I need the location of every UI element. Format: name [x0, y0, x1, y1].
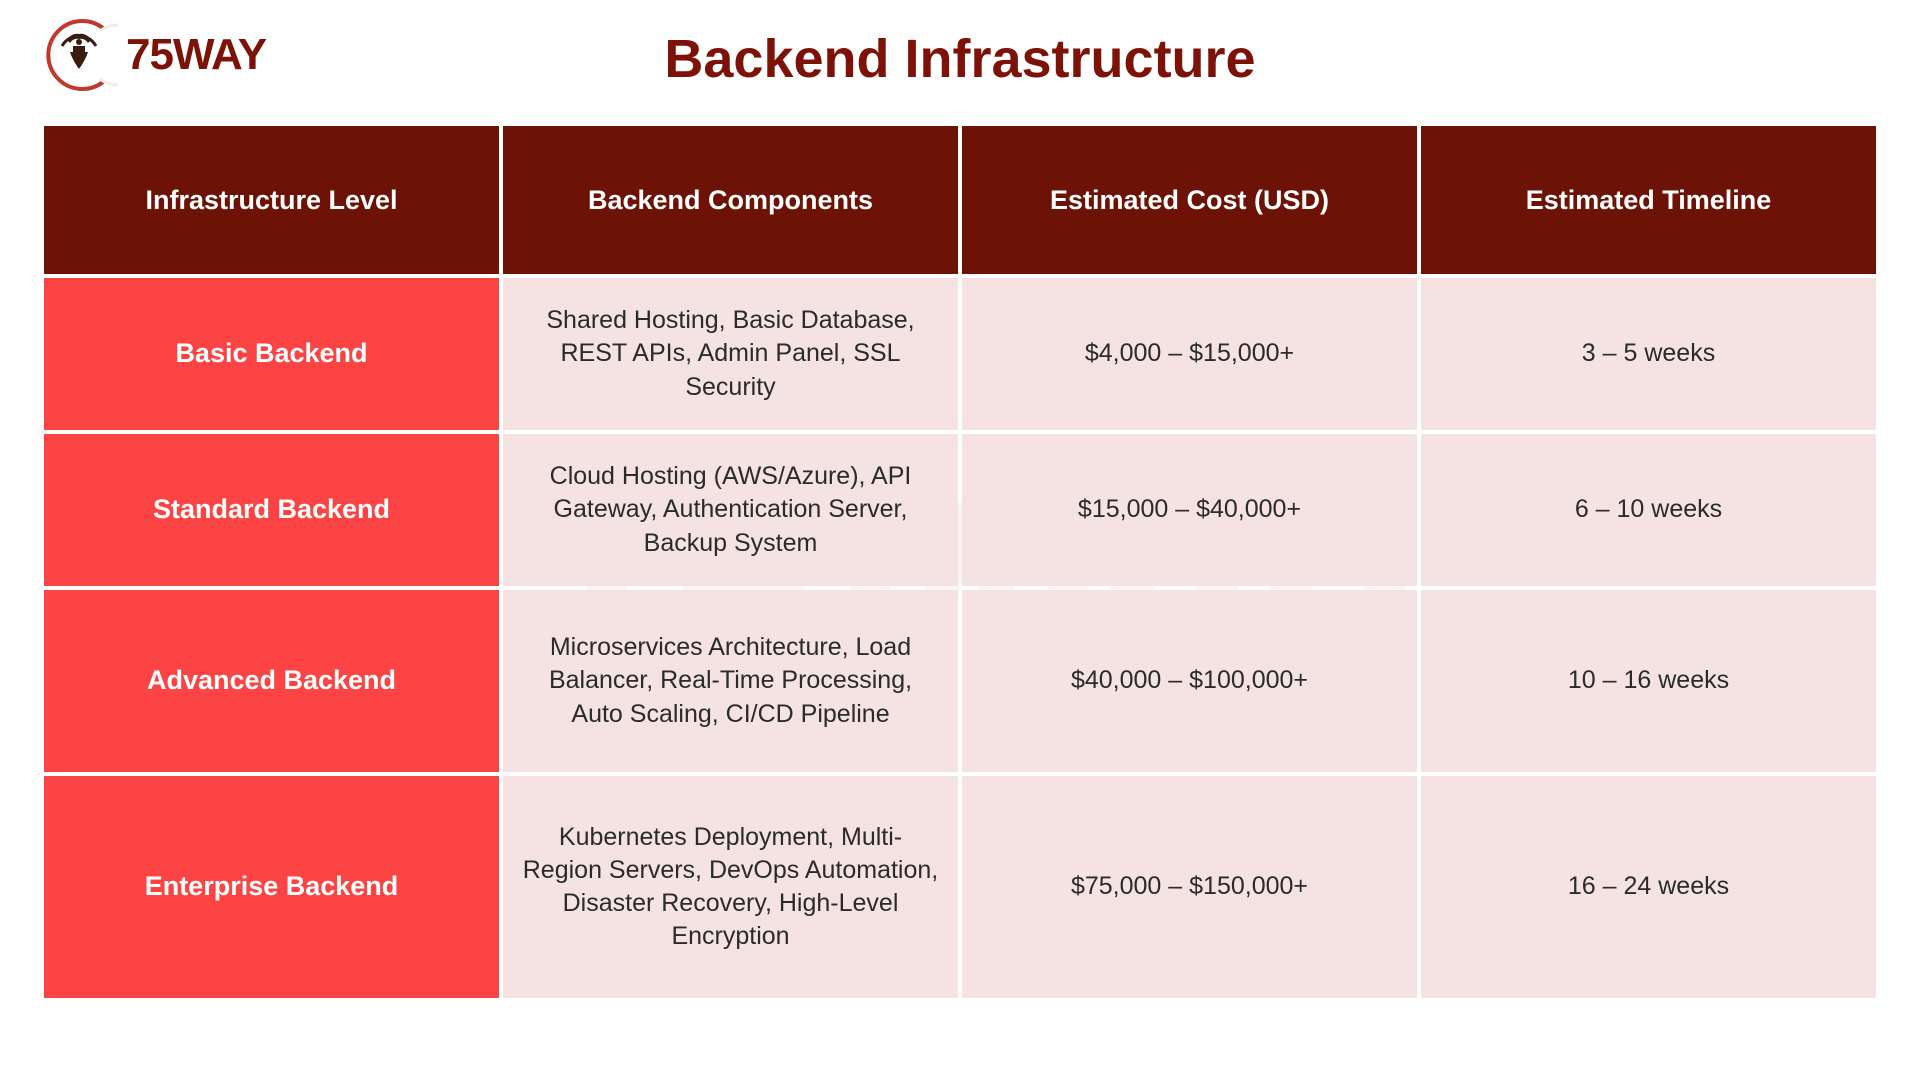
backend-infrastructure-table [40, 122, 1880, 1002]
cell-components: Shared Hosting, Basic Database, REST APIs, Admin Panel, SSL Security [503, 278, 958, 430]
cell-timeline: 6 – 10 weeks [1421, 434, 1876, 586]
column-header-backend-components: Backend Components [503, 126, 958, 274]
cell-level: Enterprise Backend [44, 776, 499, 998]
page-title: Backend Infrastructure [664, 29, 1256, 89]
cell-cost: $15,000 – $40,000+ [962, 434, 1417, 586]
column-header-estimated-cost: Estimated Cost (USD) [962, 126, 1417, 274]
table-header-row [44, 126, 1876, 274]
cell-components: Cloud Hosting (AWS/Azure), API Gateway, Authentication Server, Backup System [503, 434, 958, 586]
cell-components: Microservices Architecture, Load Balancer, Real-Time Processing, Auto Scaling, CI/CD Pipeline [503, 590, 958, 772]
cell-timeline: 16 – 24 weeks [1421, 776, 1876, 998]
column-header-estimated-timeline: Estimated Timeline [1421, 126, 1876, 274]
table-row [44, 776, 1876, 998]
cell-level: Advanced Backend [44, 590, 499, 772]
cost-table-container [40, 122, 1880, 1002]
cell-level: Standard Backend [44, 434, 499, 586]
table-row [44, 590, 1876, 772]
cell-timeline: 3 – 5 weeks [1421, 278, 1876, 430]
cell-components: Kubernetes Deployment, Multi-Region Servers, DevOps Automation, Disaster Recovery, High-Level Encryption [503, 776, 958, 998]
brand-logo-text: 75WAY [126, 30, 267, 79]
document-header [0, 0, 1920, 122]
cell-timeline: 10 – 16 weeks [1421, 590, 1876, 772]
cell-level: Basic Backend [44, 278, 499, 430]
column-header-infrastructure-level: Infrastructure Level [44, 126, 499, 274]
table-row [44, 278, 1876, 430]
cell-cost: $40,000 – $100,000+ [962, 590, 1417, 772]
cell-cost: $75,000 – $150,000+ [962, 776, 1417, 998]
table-row [44, 434, 1876, 586]
cell-cost: $4,000 – $15,000+ [962, 278, 1417, 430]
